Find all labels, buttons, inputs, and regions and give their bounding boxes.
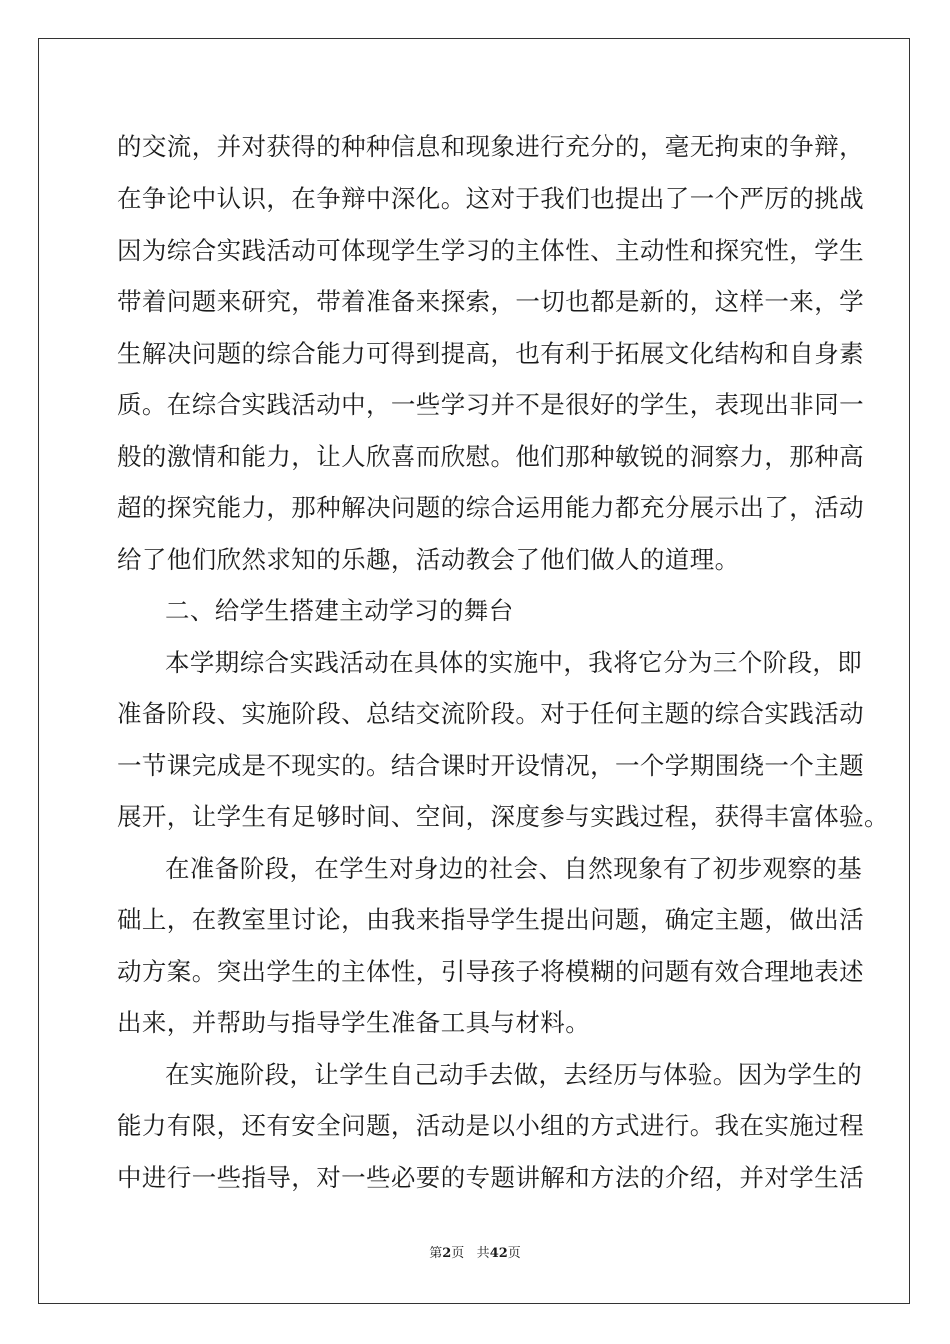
text-line: 生解决问题的综合能力可得到提高，也有利于拓展文化结构和自身素 [117, 339, 864, 368]
page-number: 2 [442, 1246, 452, 1261]
text-line: 在争论中认识，在争辩中深化。这对于我们也提出了一个严厉的挑战 [117, 184, 864, 213]
text-line: 中进行一些指导，对一些必要的专题讲解和方法的介绍，并对学生活 [117, 1163, 864, 1192]
text-line: 般的激情和能力，让人欣喜而欣慰。他们那种敏锐的洞察力，那种高 [117, 442, 864, 471]
text-line: 质。在综合实践活动中，一些学习并不是很好的学生，表现出非同一 [117, 390, 864, 419]
page-suffix: 页 [451, 1246, 465, 1261]
text-line: 的交流，并对获得的种种信息和现象进行充分的，毫无拘束的争辩， [117, 132, 864, 161]
text-line: 给了他们欣然求知的乐趣，活动教会了他们做人的道理。 [117, 545, 740, 574]
text-line: 础上，在教室里讨论，由我来指导学生提出问题，确定主题，做出活 [117, 905, 864, 934]
section-heading: 二、给学生搭建主动学习的舞台 [165, 596, 514, 625]
total-pages: 42 [489, 1246, 508, 1261]
text-line: 带着问题来研究，带着准备来探索，一切也都是新的，这样一来，学 [117, 287, 864, 316]
text-line: 准备阶段、实施阶段、总结交流阶段。对于任何主题的综合实践活动 [117, 699, 864, 728]
text-line: 因为综合实践活动可体现学生学习的主体性、主动性和探究性，学生 [117, 236, 864, 265]
text-line: 能力有限，还有安全问题，活动是以小组的方式进行。我在实施过程 [117, 1111, 864, 1140]
total-prefix: 共 [476, 1246, 490, 1261]
text-line: 出来，并帮助与指导学生准备工具与材料。 [117, 1008, 591, 1037]
text-line: 一节课完成是不现实的。结合课时开设情况，一个学期围绕一个主题 [117, 751, 864, 780]
text-line: 展开，让学生有足够时间、空间，深度参与实践过程，获得丰富体验。 [117, 802, 889, 831]
page-prefix: 第 [429, 1246, 443, 1261]
text-line: 动方案。突出学生的主体性，引导孩子将模糊的问题有效合理地表述 [117, 957, 864, 986]
text-line: 超的探究能力，那种解决问题的综合运用能力都充分展示出了，活动 [117, 493, 864, 522]
text-line: 本学期综合实践活动在具体的实施中，我将它分为三个阶段，即 [165, 648, 863, 677]
total-suffix: 页 [507, 1246, 521, 1261]
text-line: 在实施阶段，让学生自己动手去做，去经历与体验。因为学生的 [165, 1060, 863, 1089]
text-line: 在准备阶段，在学生对身边的社会、自然现象有了初步观察的基 [165, 854, 863, 883]
page-footer [0, 1246, 950, 1262]
